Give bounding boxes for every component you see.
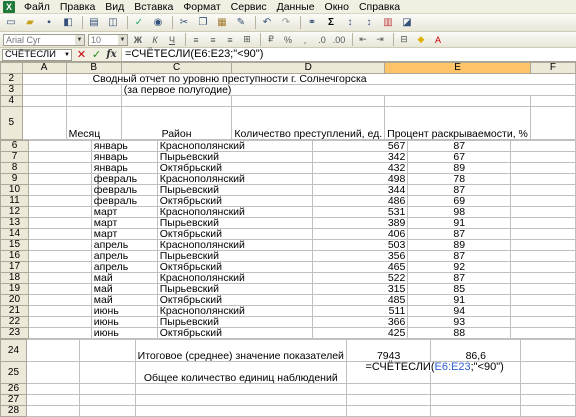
summary-rows [0,339,576,417]
name-box[interactable] [2,49,72,61]
fill-color-icon[interactable]: ◆ [417,34,425,44]
district-cell[interactable]: Краснополянский [157,207,312,218]
row-header[interactable]: 13 [1,218,29,229]
cell[interactable] [28,295,91,306]
cell[interactable] [521,395,576,406]
spelling-icon[interactable]: ✓ [134,17,144,28]
cell[interactable] [28,174,91,185]
cell[interactable] [511,284,576,295]
cell[interactable] [28,163,91,174]
clearance-cell[interactable]: 85 [408,284,511,295]
menu-view[interactable]: Вид [105,0,125,13]
district-cell[interactable]: Пырьевский [157,185,312,196]
month-cell[interactable]: июнь [91,328,157,339]
menu-data[interactable]: Данные [276,0,315,13]
month-cell[interactable]: июнь [91,306,157,317]
name-box-value: СЧЁТЕСЛИ [5,48,56,60]
row-header[interactable]: 28 [1,406,27,417]
merge-center-icon[interactable]: ⊞ [243,34,251,44]
in-cell-formula[interactable] [363,362,505,372]
district-cell[interactable]: Октябрьский [157,229,312,240]
clearance-cell[interactable]: 94 [408,306,511,317]
cell[interactable] [80,340,136,362]
cell[interactable] [28,141,91,152]
row-header[interactable]: 16 [1,251,29,262]
cell[interactable] [135,406,346,417]
crimes-cell[interactable]: 522 [312,273,408,284]
font-color-icon[interactable]: A [434,34,441,45]
row-header[interactable]: 7 [1,152,29,163]
district-cell[interactable]: Пырьевский [157,152,312,163]
font-name-combo[interactable] [3,34,85,46]
district-cell[interactable]: Краснополянский [157,174,312,185]
formula-bar [0,48,576,62]
report-subtitle[interactable]: (за первое полугодие) [121,85,575,96]
cell[interactable] [511,141,576,152]
cell[interactable] [511,328,576,339]
chart-wizard-icon[interactable]: ▥ [383,17,393,28]
formula-range-ref: E6:E23 [434,361,471,373]
formatting-toolbar [0,32,576,48]
row-header[interactable]: 10 [1,185,29,196]
cell[interactable] [28,196,91,207]
new-document-icon[interactable]: ▭ [6,17,16,28]
underline-icon[interactable]: Ч [169,34,175,45]
row-header[interactable]: 26 [1,384,27,395]
crimes-cell[interactable]: 531 [312,207,408,218]
bold-icon[interactable]: Ж [133,34,143,45]
standard-toolbar [0,14,576,32]
row-header[interactable]: 4 [1,96,23,107]
cell[interactable] [28,229,91,240]
worksheet [0,62,576,140]
drawing-icon[interactable]: ◪ [402,17,412,28]
row-header[interactable]: 6 [1,141,29,152]
clearance-cell[interactable]: 89 [408,240,511,251]
cell[interactable] [28,317,91,328]
row-header[interactable]: 14 [1,229,29,240]
cell[interactable] [135,384,346,395]
month-cell[interactable]: январь [91,163,157,174]
redo-icon[interactable]: ↷ [281,17,291,28]
cell[interactable] [521,384,576,395]
clearance-cell[interactable]: 87 [408,229,511,240]
cell[interactable] [28,240,91,251]
insert-function-icon[interactable]: fx [106,49,117,60]
cell[interactable] [80,406,136,417]
row-header[interactable]: 12 [1,207,29,218]
worksheet-grid [0,62,576,417]
permission-icon[interactable]: ◧ [63,17,73,28]
crimes-cell[interactable]: 498 [312,174,408,185]
align-left-icon[interactable]: ≡ [193,34,199,45]
increase-decimal-icon[interactable]: .0 [318,34,326,45]
district-cell[interactable]: Октябрьский [157,163,312,174]
cell[interactable] [26,384,79,395]
count-label[interactable]: Общее количество единиц наблюдений [135,362,346,384]
font-name-value: Arial Cyr [6,34,41,45]
cell[interactable] [511,163,576,174]
cell[interactable] [26,406,79,417]
print-icon[interactable]: ▤ [89,17,99,28]
cell[interactable] [28,328,91,339]
cell[interactable] [26,362,79,384]
cell[interactable] [28,152,91,163]
clearance-cell[interactable]: 67 [408,152,511,163]
percent-icon[interactable]: % [283,34,292,45]
cell[interactable] [28,273,91,284]
column-header-c[interactable]: C [121,63,232,74]
column-header-b[interactable]: B [66,63,121,74]
row-header[interactable]: 22 [1,317,29,328]
crimes-cell[interactable]: 567 [312,141,408,152]
cell[interactable] [28,262,91,273]
clearance-cell[interactable]: 87 [408,141,511,152]
clearance-cell[interactable]: 98 [408,207,511,218]
formula-input[interactable]: =СЧЁТЕСЛИ(E6:E23;"<90") [121,48,576,61]
column-header-d[interactable]: D [232,63,385,74]
row-header[interactable]: 25 [1,362,27,384]
row-header[interactable]: 27 [1,395,27,406]
cell[interactable] [521,406,576,417]
crimes-cell[interactable]: 389 [312,218,408,229]
row-header[interactable]: 20 [1,295,29,306]
cell[interactable] [346,395,430,406]
row-header[interactable]: 5 [1,107,23,140]
clearance-cell[interactable]: 69 [408,196,511,207]
cancel-icon[interactable]: ✕ [76,49,87,61]
district-cell[interactable]: Краснополянский [157,306,312,317]
hyperlink-icon[interactable]: ⚭ [307,17,317,28]
crimes-cell[interactable]: 425 [312,328,408,339]
clearance-cell[interactable]: 87 [408,251,511,262]
district-cell[interactable]: Пырьевский [157,284,312,295]
report-title[interactable]: Сводный отчет по уровню преступности г. Солнечгорска [66,74,575,85]
month-cell[interactable]: апрель [91,240,157,251]
cell[interactable] [28,251,91,262]
cell[interactable] [22,107,66,140]
month-cell[interactable]: май [91,284,157,295]
header-district[interactable]: Район [121,107,232,140]
autosum-icon[interactable]: Σ [327,17,334,28]
cell[interactable] [28,218,91,229]
cell[interactable] [80,362,136,384]
copy-icon[interactable]: ❐ [198,17,208,28]
cell[interactable] [511,262,576,273]
crimes-cell[interactable]: 342 [312,152,408,163]
sort-descending-icon[interactable]: ↕ [366,17,372,28]
month-cell[interactable]: апрель [91,251,157,262]
month-cell[interactable]: март [91,207,157,218]
cell[interactable] [28,207,91,218]
enter-check-icon[interactable]: ✓ [91,49,102,61]
menu-help[interactable]: Справка [358,0,401,13]
decrease-decimal-icon[interactable]: .00 [332,34,346,45]
column-header-a[interactable]: A [22,63,66,74]
research-icon[interactable]: ◉ [153,17,163,28]
month-cell[interactable]: май [91,273,157,284]
excel-app-icon[interactable]: X [3,1,15,13]
crimes-cell[interactable]: 315 [312,284,408,295]
cell[interactable] [511,174,576,185]
decrease-indent-icon[interactable]: ⇤ [359,34,367,44]
cell[interactable] [530,96,575,107]
cut-icon[interactable]: ✂ [179,17,189,28]
cell[interactable] [511,218,576,229]
cell[interactable] [511,229,576,240]
cell[interactable] [26,395,79,406]
clearance-cell[interactable]: 87 [408,185,511,196]
cell[interactable] [26,340,79,362]
count-cell-editing[interactable] [365,361,521,384]
print-preview-icon[interactable]: ◫ [108,17,118,28]
clearance-cell[interactable]: 91 [408,295,511,306]
borders-icon[interactable]: ⊟ [400,34,408,44]
menu-bar [0,0,576,14]
menu-insert[interactable]: Вставка [134,0,174,13]
cell[interactable] [28,306,91,317]
clearance-cell[interactable]: 87 [408,273,511,284]
chevron-down-icon[interactable]: ▼ [64,51,70,58]
district-cell[interactable]: Пырьевский [157,218,312,229]
cell[interactable] [22,85,66,96]
row-header[interactable]: 21 [1,306,29,317]
cell[interactable] [511,185,576,196]
cell[interactable] [521,340,576,362]
month-cell[interactable]: март [91,218,157,229]
row-header[interactable]: 3 [1,85,23,96]
crimes-cell[interactable]: 485 [312,295,408,306]
average-rate[interactable]: 86,6 [431,340,521,362]
undo-icon[interactable]: ↶ [262,17,272,28]
month-cell[interactable]: февраль [91,174,157,185]
month-cell[interactable]: февраль [91,185,157,196]
cell[interactable] [22,96,66,107]
district-cell[interactable]: Пырьевский [157,317,312,328]
header-crimes[interactable]: Количество преступлений, ед. [232,107,385,140]
cell[interactable] [385,96,531,107]
formula-prefix: =СЧЁТЕСЛИ( [365,361,435,373]
crimes-cell[interactable]: 432 [312,163,408,174]
district-cell[interactable]: Краснополянский [157,141,312,152]
align-center-icon[interactable]: ≡ [210,34,216,45]
district-cell[interactable]: Пырьевский [157,251,312,262]
select-all-corner[interactable] [1,63,23,74]
cell[interactable] [28,284,91,295]
save-icon[interactable]: ▪ [47,17,51,28]
crimes-cell[interactable]: 406 [312,229,408,240]
district-cell[interactable]: Октябрьский [157,196,312,207]
row-header[interactable]: 15 [1,240,29,251]
clearance-cell[interactable]: 92 [408,262,511,273]
row-header[interactable]: 24 [1,340,27,362]
cell[interactable] [431,384,521,395]
data-rows [0,140,576,339]
column-header-e[interactable]: E [385,63,531,74]
column-header-f[interactable]: F [530,63,575,74]
cell[interactable] [28,185,91,196]
row-header[interactable]: 9 [1,174,29,185]
clearance-cell[interactable]: 89 [408,163,511,174]
open-folder-icon[interactable]: ▰ [26,17,34,28]
font-size-value: 10 [91,34,102,45]
thousands-icon[interactable]: , [303,34,307,45]
month-cell[interactable]: февраль [91,196,157,207]
currency-icon[interactable]: ₽ [268,34,274,44]
menu-edit[interactable]: Правка [59,0,96,13]
sort-ascending-icon[interactable]: ↕ [347,17,353,28]
average-label[interactable]: Итоговое (среднее) значение показателей [135,340,346,362]
align-right-icon[interactable]: ≡ [227,34,233,45]
header-month[interactable]: Месяц [66,107,121,140]
menu-format[interactable]: Формат [183,0,221,13]
row-header[interactable]: 19 [1,284,29,295]
cell[interactable] [511,273,576,284]
chevron-down-icon[interactable]: ▼ [76,36,83,43]
row-header[interactable]: 2 [1,74,23,85]
cell[interactable] [22,74,66,85]
formula-suffix: ;"<90") [470,361,504,373]
increase-indent-icon[interactable]: ⇥ [376,34,384,44]
cell[interactable] [66,96,121,107]
cell[interactable] [521,362,576,384]
crimes-cell[interactable]: 503 [312,240,408,251]
cell[interactable] [80,395,136,406]
district-cell[interactable]: Октябрьский [157,262,312,273]
cell[interactable] [80,384,136,395]
cell[interactable] [511,251,576,262]
district-cell[interactable]: Октябрьский [157,328,312,339]
month-cell[interactable]: апрель [91,262,157,273]
clearance-cell[interactable]: 78 [408,174,511,185]
row-header[interactable]: 8 [1,163,29,174]
district-cell[interactable]: Краснополянский [157,240,312,251]
cell[interactable] [511,306,576,317]
menu-window[interactable]: Окно [324,0,349,13]
cell[interactable] [431,406,521,417]
crimes-cell[interactable]: 465 [312,262,408,273]
cell[interactable] [511,295,576,306]
cell[interactable] [346,384,430,395]
month-cell[interactable]: май [91,295,157,306]
cell[interactable] [511,196,576,207]
clearance-cell[interactable]: 93 [408,317,511,328]
font-size-combo[interactable] [88,34,128,46]
cell[interactable] [232,96,385,107]
cell[interactable] [511,207,576,218]
cell[interactable] [431,395,521,406]
crimes-cell[interactable]: 356 [312,251,408,262]
cell[interactable] [135,395,346,406]
district-cell[interactable]: Краснополянский [157,273,312,284]
cell[interactable] [511,152,576,163]
crimes-cell[interactable]: 344 [312,185,408,196]
menu-file[interactable]: Файл [24,0,50,13]
cell[interactable] [530,107,575,140]
district-cell[interactable]: Октябрьский [157,295,312,306]
crimes-cell[interactable]: 511 [312,306,408,317]
row-header[interactable]: 18 [1,273,29,284]
format-painter-icon[interactable]: ✎ [236,17,246,28]
average-crimes[interactable]: 7943 [346,340,430,362]
cell[interactable] [511,240,576,251]
month-cell[interactable]: январь [91,141,157,152]
month-cell[interactable]: январь [91,152,157,163]
header-clearance[interactable]: Процент раскрываемости, % [385,107,531,140]
month-cell[interactable]: март [91,229,157,240]
menu-tools[interactable]: Сервис [230,0,267,13]
month-cell[interactable]: июнь [91,317,157,328]
cell[interactable] [121,96,232,107]
row-header[interactable]: 11 [1,196,29,207]
row-header[interactable]: 23 [1,328,29,339]
cell[interactable] [66,85,121,96]
crimes-cell[interactable]: 486 [312,196,408,207]
clearance-cell[interactable]: 91 [408,218,511,229]
paste-icon[interactable]: ▦ [217,17,227,28]
crimes-cell[interactable]: 366 [312,317,408,328]
chevron-down-icon[interactable]: ▼ [119,36,126,43]
italic-icon[interactable]: К [152,34,158,45]
cell[interactable] [511,317,576,328]
cell[interactable] [346,406,430,417]
clearance-cell[interactable]: 88 [408,328,511,339]
row-header[interactable]: 17 [1,262,29,273]
